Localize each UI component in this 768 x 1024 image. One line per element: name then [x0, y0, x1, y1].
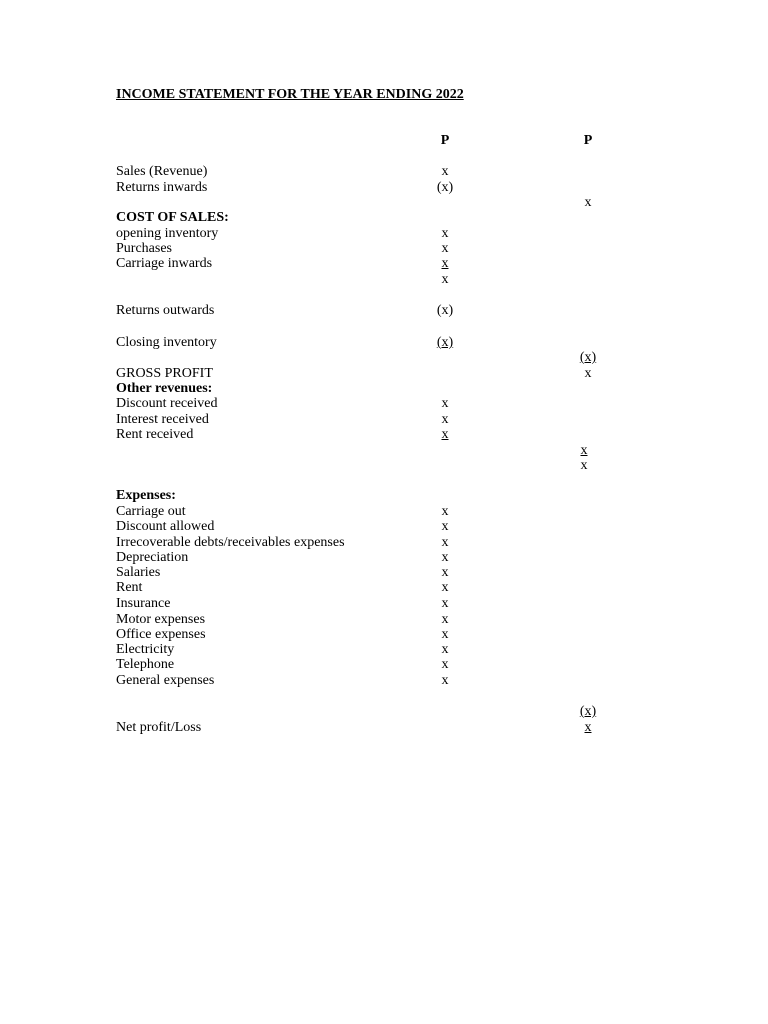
row-label: Closing inventory [116, 335, 217, 350]
row-total: x [584, 720, 592, 735]
row-label: Telephone [116, 657, 175, 672]
statement-row [0, 241, 768, 257]
statement-row [0, 195, 768, 211]
row-label: Interest received [116, 412, 209, 427]
row-value: x [441, 427, 449, 442]
row-label: Depreciation [116, 550, 189, 565]
row-value: x [441, 164, 449, 179]
row-label: GROSS PROFIT [116, 366, 213, 381]
section-heading [0, 381, 768, 397]
row-total: (x) [579, 350, 597, 365]
row-value: x [441, 673, 449, 688]
row-value: x [441, 241, 449, 256]
row-label: Purchases [116, 241, 172, 256]
statement-row [0, 642, 768, 658]
row-label: Rent [116, 580, 143, 595]
statement-row [0, 350, 768, 366]
statement-row [0, 565, 768, 581]
row-value: x [441, 256, 449, 271]
row-value: (x) [436, 335, 454, 350]
row-value: x [441, 627, 449, 642]
row-label: Returns inwards [116, 180, 208, 195]
statement-row [0, 226, 768, 242]
section-heading [0, 488, 768, 504]
statement-row [0, 519, 768, 535]
row-total: x [584, 195, 592, 210]
row-value: x [441, 535, 449, 550]
row-label: Electricity [116, 642, 175, 657]
row-value: x [441, 657, 449, 672]
statement-row [0, 720, 768, 736]
row-label: Office expenses [116, 627, 206, 642]
column-header: P [440, 133, 450, 148]
section-heading-label: Other revenues: [116, 381, 213, 396]
statement-row [0, 627, 768, 643]
row-label: Discount received [116, 396, 218, 411]
row-value: x [441, 612, 449, 627]
statement-row [0, 612, 768, 628]
row-label: Carriage out [116, 504, 186, 519]
statement-row [0, 256, 768, 272]
statement-row [0, 657, 768, 673]
column-header-row [0, 133, 768, 149]
statement-row [0, 458, 768, 474]
row-value: x [441, 504, 449, 519]
row-label: Net profit/Loss [116, 720, 202, 735]
section-heading-label: Expenses: [116, 488, 176, 503]
row-label: Irrecoverable debts/receivables expenses [116, 535, 345, 550]
row-label: opening inventory [116, 226, 219, 241]
statement-row [0, 704, 768, 720]
statement-row [0, 164, 768, 180]
row-value: (x) [436, 180, 454, 195]
row-label: Returns outwards [116, 303, 215, 318]
row-total: x [580, 458, 588, 473]
statement-row [0, 412, 768, 428]
row-value: x [441, 550, 449, 565]
row-value: x [441, 580, 449, 595]
row-label: Rent received [116, 427, 194, 442]
row-label: Motor expenses [116, 612, 206, 627]
statement-title: INCOME STATEMENT FOR THE YEAR ENDING 2022 [116, 87, 464, 102]
statement-row [0, 443, 768, 459]
row-total: x [580, 443, 588, 458]
row-value: (x) [436, 303, 454, 318]
row-total: (x) [579, 704, 597, 719]
row-value: x [441, 519, 449, 534]
row-label: Salaries [116, 565, 161, 580]
statement-row [0, 596, 768, 612]
statement-row [0, 550, 768, 566]
statement-row [0, 673, 768, 689]
row-label: Sales (Revenue) [116, 164, 208, 179]
statement-row [0, 580, 768, 596]
row-value: x [441, 596, 449, 611]
statement-row [0, 504, 768, 520]
statement-row [0, 366, 768, 382]
statement-row [0, 180, 768, 196]
section-heading [0, 210, 768, 226]
row-label: Discount allowed [116, 519, 215, 534]
row-label: Insurance [116, 596, 171, 611]
statement-row [0, 396, 768, 412]
row-label: Carriage inwards [116, 256, 213, 271]
row-total: x [584, 366, 592, 381]
statement-row [0, 303, 768, 319]
statement-row [0, 535, 768, 551]
statement-row [0, 427, 768, 443]
row-value: x [441, 396, 449, 411]
statement-row [0, 272, 768, 288]
row-value: x [441, 226, 449, 241]
row-value: x [441, 565, 449, 580]
section-heading-label: COST OF SALES: [116, 210, 229, 225]
row-value: x [441, 272, 449, 287]
row-label: General expenses [116, 673, 215, 688]
row-value: x [441, 412, 449, 427]
column-header: P [583, 133, 593, 148]
row-value: x [441, 642, 449, 657]
statement-row [0, 335, 768, 351]
